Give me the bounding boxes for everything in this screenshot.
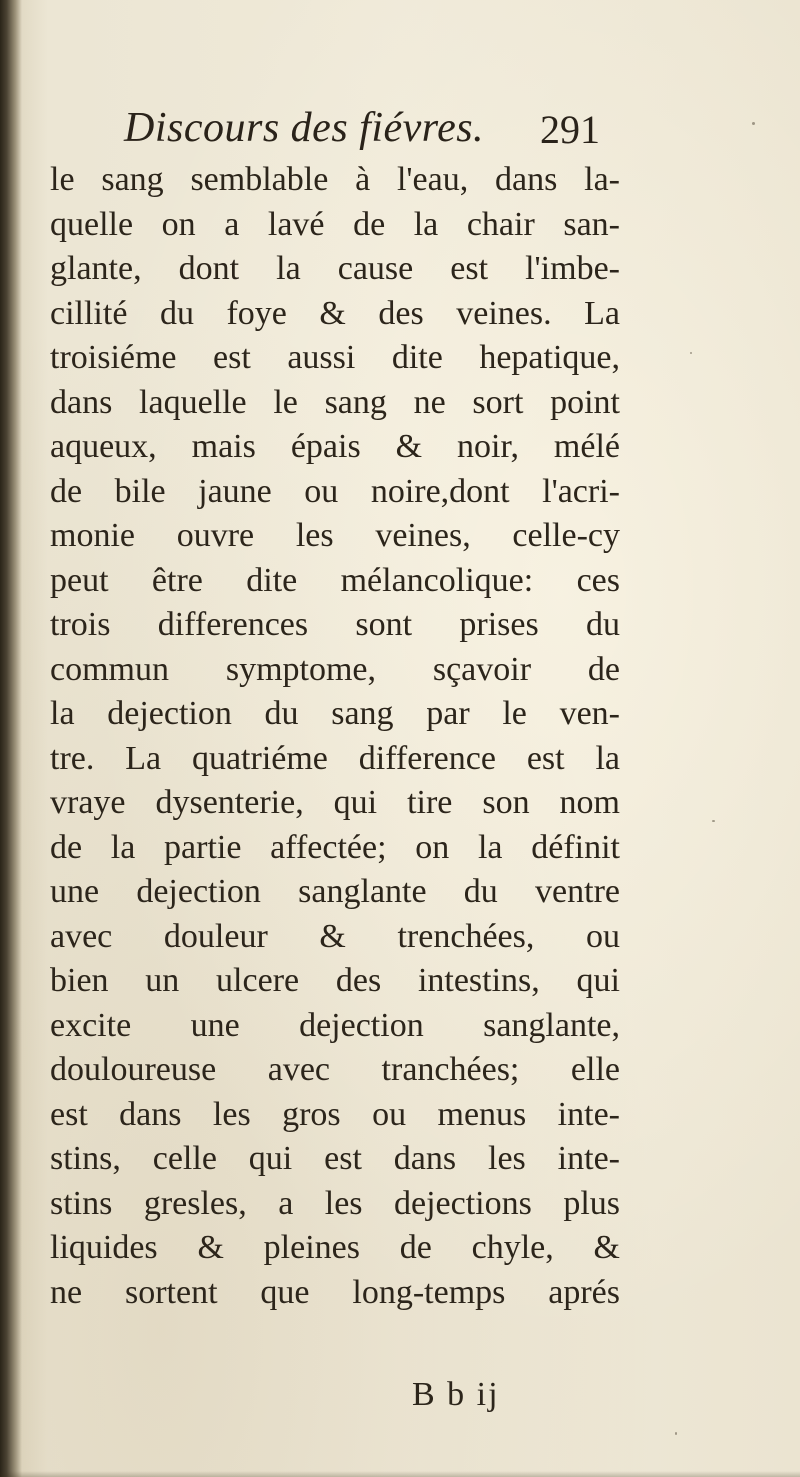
running-title: Discours des fiévres. [124,105,485,151]
text-line: quelle on a lavé de la chair san- [50,205,620,243]
text-line: ne sortent que long-temps aprés [50,1273,620,1311]
text-line: une dejection sanglante du ventre [50,873,620,910]
text-line: de la partie affectée; on la définit [50,828,620,866]
text-line: bien un ulcere des intestins, qui [50,962,620,999]
text-line: monie ouvre les veines, celle-cy [50,517,620,554]
text-line: stins, celle qui est dans les inte- [50,1140,620,1177]
text-line: liquides & pleines de chyle, & [50,1229,620,1266]
text-line: tre. La quatriéme difference est la [50,739,620,777]
text-line: stins gresles, a les dejections plus [50,1184,620,1222]
page-number: 291 [540,107,600,152]
text-line: de bile jaune ou noire,dont l'acri- [50,472,620,510]
paper-speck [690,352,692,354]
text-line: excite une dejection sanglante, [50,1006,620,1044]
text-line: est dans les gros ou menus inte- [50,1095,620,1133]
text-line: le sang semblable à l'eau, dans la- [50,161,620,198]
body-text [50,158,630,1315]
page-spine-edge [0,0,22,1477]
text-line: aqueux, mais épais & noir, mélé [50,428,620,465]
paper-speck [752,122,755,125]
text-line: commun symptome, sçavoir de [50,650,620,688]
text-line: douloureuse avec tranchées; elle [50,1051,620,1088]
text-line: avec douleur & trenchées, ou [50,917,620,955]
running-head [0,104,800,160]
text-line: dans laquelle le sang ne sort point [50,383,620,421]
text-line: glante, dont la cause est l'imbe- [50,250,620,287]
text-line: la dejection du sang par le ven- [50,695,620,732]
text-line: trois differences sont prises du [50,606,620,643]
page-bottom-edge [0,1471,800,1477]
text-line: troisiéme est aussi dite hepatique, [50,339,620,376]
text-line: cillité du foye & des veines. La [50,294,620,332]
text-line: peut être dite mélancolique: ces [50,561,620,599]
paper-speck [712,820,715,822]
text-line: vraye dysenterie, qui tire son nom [50,784,620,821]
paper-speck [675,1432,677,1435]
signature-mark: B b ij [412,1376,500,1413]
